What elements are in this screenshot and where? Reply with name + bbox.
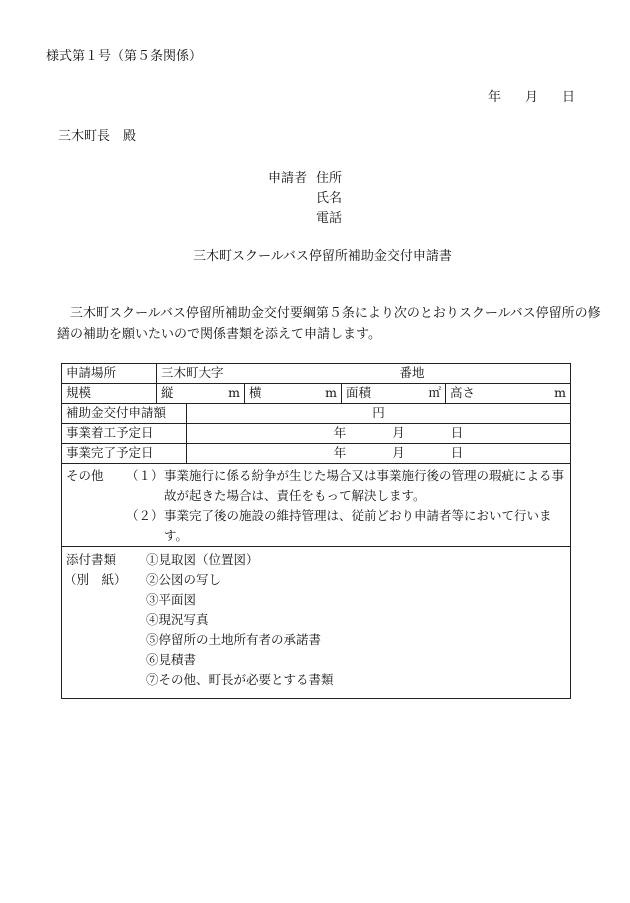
start-date-field[interactable]	[187, 424, 571, 444]
attachments-cell	[62, 547, 571, 699]
applicant-label: 申請者	[268, 171, 308, 186]
height-label: 高さ	[450, 385, 476, 401]
applicant-name: 氏名	[316, 191, 343, 206]
scale-row	[62, 384, 571, 404]
start-year: 年	[333, 425, 347, 441]
form-number: 様式第１号（第５条関係）	[46, 49, 203, 64]
attachment-item: ④現況写真	[146, 612, 209, 627]
width-unit: m	[325, 385, 337, 401]
area-unit: ㎡	[428, 385, 441, 401]
body-line-1: 三木町スクールバス停留所補助金交付要綱第５条により次のとおりスクールバス停留所の修	[70, 306, 601, 321]
height-field[interactable]	[446, 384, 571, 404]
start-date-label: 事業着工予定日	[62, 424, 187, 444]
start-day: 日	[450, 425, 464, 441]
attachment-item: ①見取図（位置図）	[146, 552, 259, 567]
location-label: 申請場所	[62, 364, 157, 384]
attachment-item: ⑥見積書	[146, 652, 197, 667]
end-year: 年	[333, 445, 347, 461]
location-suffix: 番地	[399, 365, 425, 381]
date-year: 年	[488, 90, 502, 105]
length-unit: m	[228, 385, 240, 401]
start-date-row	[62, 424, 571, 444]
length-field[interactable]	[157, 384, 245, 404]
attachment-item: ②公図の写し	[146, 572, 222, 587]
end-day: 日	[450, 445, 464, 461]
date-day: 日	[562, 90, 576, 105]
date-month: 月	[525, 90, 539, 105]
scale-label: 規模	[62, 384, 157, 404]
document-title: 三木町スクールバス停留所補助金交付申請書	[193, 249, 452, 264]
end-date-row	[62, 444, 571, 464]
height-unit: m	[554, 385, 567, 401]
body-line-2: 繕の補助を願いたいので関係書類を添えて申請します。	[57, 327, 381, 342]
applicant-address: 住所	[316, 171, 343, 186]
attachments-label: 添付書類	[66, 552, 117, 567]
area-label: 面積	[346, 385, 372, 401]
attachment-item: ⑤停留所の土地所有者の承諾書	[146, 632, 322, 647]
subsidy-row	[62, 404, 571, 424]
attachment-item: ③平面図	[146, 592, 197, 607]
location-prefix: 三木町大字	[161, 365, 224, 381]
end-date-label: 事業完了予定日	[62, 444, 187, 464]
location-field[interactable]	[157, 364, 571, 384]
end-month: 月	[392, 445, 405, 461]
subsidy-unit: 円	[372, 405, 385, 421]
other-row	[62, 464, 571, 547]
attachments-sublabel: （別 紙）	[64, 572, 127, 587]
clause-1-text: 事業施行に係る紛争が生じた場合又は事業施行後の管理の瑕疵による事故が起きた場合は、責任をもって解決します。	[164, 468, 565, 503]
attachments-list	[146, 550, 334, 690]
application-table	[61, 363, 571, 699]
clause-2-text: 事業完了後の施設の維持管理は、従前どおり申請者等において行います。	[164, 508, 552, 543]
subsidy-field[interactable]	[187, 404, 571, 424]
attachment-item: ⑦その他、町長が必要とする書類	[146, 672, 334, 687]
area-field[interactable]	[342, 384, 446, 404]
addressee: 三木町長 殿	[58, 129, 137, 144]
end-date-field[interactable]	[187, 444, 571, 464]
clause-2-number: （２）	[126, 508, 164, 523]
location-row	[62, 364, 571, 384]
length-label: 縦	[161, 385, 174, 401]
other-label: その他	[66, 468, 104, 483]
clause-1-number: （１）	[126, 468, 164, 483]
width-field[interactable]	[245, 384, 342, 404]
attachments-row	[62, 547, 571, 699]
width-label: 横	[249, 385, 262, 401]
applicant-phone: 電話	[316, 211, 343, 226]
subsidy-label: 補助金交付申請額	[62, 404, 187, 424]
start-month: 月	[392, 425, 405, 441]
other-cell	[62, 464, 571, 547]
